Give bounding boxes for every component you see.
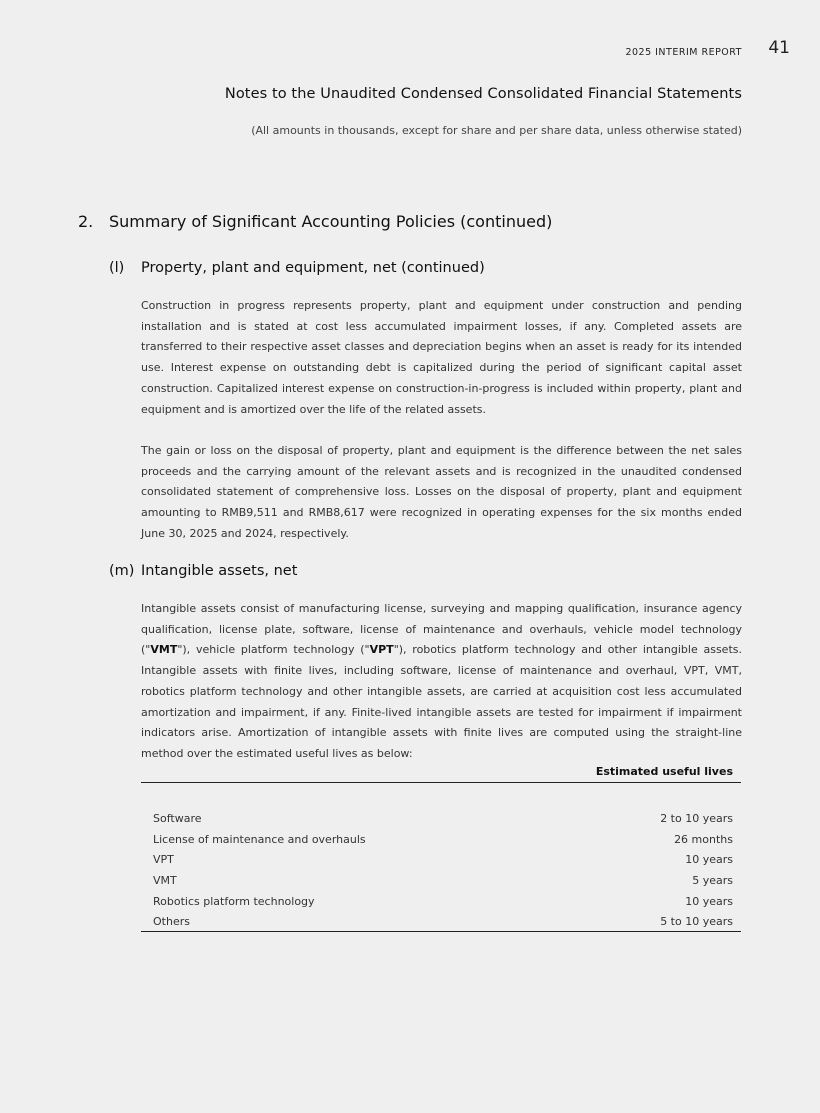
useful-lives-table	[141, 809, 741, 933]
paragraph-text: "), vehicle platform technology ("	[177, 643, 370, 657]
table-row	[141, 830, 741, 851]
paragraph-construction-in-progress: Construction in progress represents property, plant and equipment under construction and pending installation and is stated at cost less accumulated impairment losses, if any. Completed assets are transferred to their respective asset classes and depreciation begins when an asset is ready for its intended use. Interest expense on outstanding debt is capitalized during the period of significant capital asset construction. Capitalized interest expense on construction-in-progress is included within property, plant and equipment and is amortized over the life of the related assets.	[141, 299, 742, 416]
notes-subtitle: (All amounts in thousands, except for share and per share data, unless otherwise stated)	[251, 124, 742, 137]
subsection-title: Property, plant and equipment, net (continued)	[141, 260, 485, 276]
table-bottom-rule	[141, 931, 741, 932]
row-life: 5 years	[692, 874, 733, 888]
vmt-term: VMT	[150, 643, 178, 657]
section-number: 2.	[78, 212, 94, 231]
page-number: 41	[768, 38, 790, 58]
table-row	[141, 809, 741, 830]
row-item: Software	[153, 812, 202, 825]
subsection-label: (l)	[109, 260, 125, 276]
row-life: 10 years	[685, 853, 733, 867]
row-life: 5 to 10 years	[660, 915, 733, 929]
table-column-header: Estimated useful lives	[595, 765, 733, 778]
row-item: VMT	[153, 874, 177, 888]
row-item: Robotics platform technology	[153, 894, 315, 908]
row-life: 10 years	[685, 894, 733, 908]
table-row	[141, 892, 741, 913]
report-title: 2025 INTERIM REPORT	[625, 47, 742, 58]
row-life: 2 to 10 years	[660, 812, 733, 825]
subsection-heading-m	[109, 563, 297, 579]
paragraph-text: "), robotics platform technology and other intangible assets. Intangible assets with finite lives, including software, license of maintenance and overhaul, VPT, VMT, robotics platform technology and other intangible assets, are carried at acquisition cost less accumulated amortization and impairment, if any. Finite-lived intangible assets are tested for impairment if impairment indicators arise. Amortization of intangible assets with finite lives are computed using the straight-line method over the estimated useful lives as below:	[141, 643, 742, 760]
subsection-label: (m)	[109, 563, 135, 579]
subsection-title: Intangible assets, net	[141, 563, 298, 579]
row-item: VPT	[153, 853, 174, 867]
vpt-term: VPT	[369, 643, 394, 657]
row-item: Others	[153, 915, 190, 929]
section-title: Summary of Significant Accounting Policies (continued)	[109, 212, 553, 231]
table-top-rule	[141, 782, 741, 783]
table-row	[141, 850, 741, 871]
paragraph-intangible-assets	[141, 599, 742, 765]
notes-title: Notes to the Unaudited Condensed Consolidated Financial Statements	[224, 86, 742, 102]
row-item: License of maintenance and overhauls	[153, 832, 366, 846]
paragraph-disposal-gain-loss: The gain or loss on the disposal of property, plant and equipment is the difference between the net sales proceeds and the carrying amount of the relevant assets and is recognized in the unaudited condensed consolidated statement of comprehensive loss. Losses on the disposal of property, plant and equipment amounting to RMB9,511 and RMB8,617 were recognized in operating expenses for the six months ended June 30, 2025 and 2024, respectively.	[141, 444, 742, 540]
section-heading	[78, 212, 552, 231]
row-life: 26 months	[674, 832, 733, 846]
table-row	[141, 871, 741, 892]
paragraph-text: Intangible assets consist of manufacturing license, surveying and mapping qualification, insurance agency qualification, license plate, software, license of maintenance and overhauls, vehicle model technology ("	[141, 602, 742, 657]
subsection-heading-l	[109, 260, 485, 276]
